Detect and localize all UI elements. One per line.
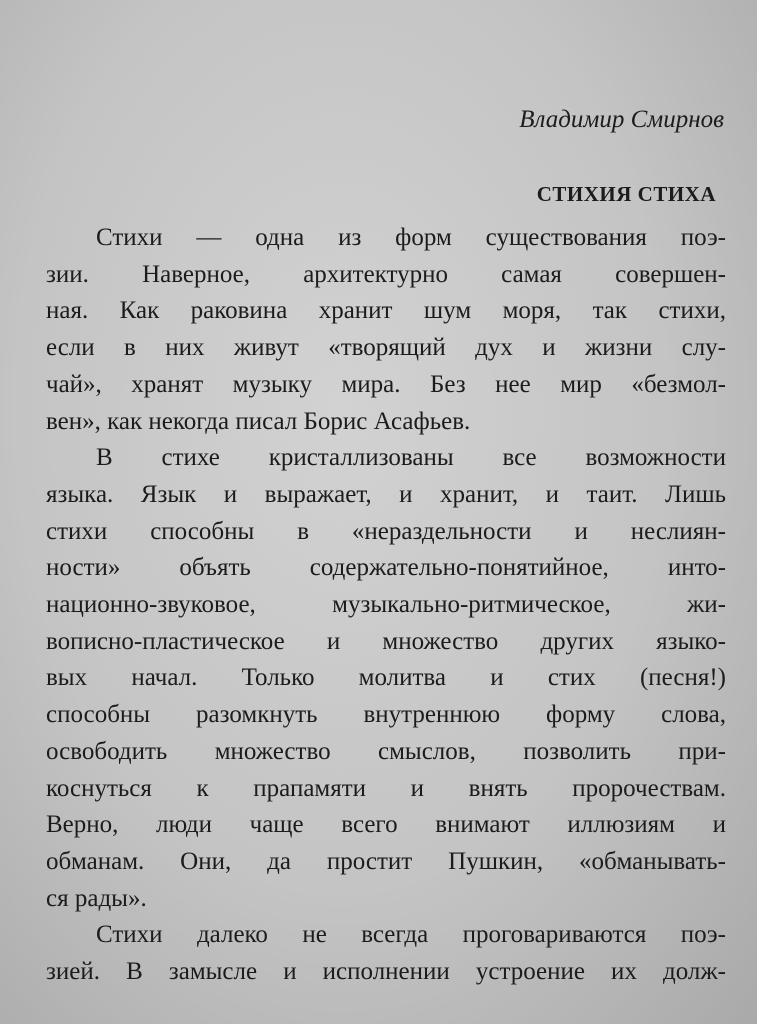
text-line: В стихе кристаллизованы все возможности xyxy=(96,444,726,472)
text-line: способны разомкнуть внутреннюю форму слова, xyxy=(46,701,726,729)
paragraph-1 xyxy=(46,220,726,440)
text-line: зией. В замысле и исполнении устроение их долж- xyxy=(46,958,726,986)
text-line: вен», как некогда писал Борис Асафьев. xyxy=(46,407,471,435)
text-line: обманам. Они, да простит Пушкин, «обманывать- xyxy=(46,847,726,875)
essay-title: СТИХИЯ СТИХА xyxy=(536,182,716,206)
text-line: Стихи — одна из форм существования поэ- xyxy=(96,224,726,251)
text-line: Верно, люди чаще всего внимают иллюзиям и xyxy=(46,811,726,839)
text-line: языка. Язык и выражает, и хранит, и таит. Лишь xyxy=(46,480,726,508)
text-line: ная. Как раковина хранит шум моря, так стихи, xyxy=(46,297,726,325)
text-line: национно-звуковое, музыкально-ритмическое, жи- xyxy=(46,591,726,619)
text-line: ности» объять содержательно-понятийное, инто- xyxy=(46,554,726,582)
text-line: вых начал. Только молитва и стих (песня!) xyxy=(46,664,726,692)
text-line: Стихи далеко не всегда проговариваются поэ- xyxy=(96,921,726,949)
text-line: ся рады». xyxy=(46,884,147,912)
text-line: стихи способны в «нераздельности и неслиян- xyxy=(46,517,726,545)
text-line: освободить множество смыслов, позволить при- xyxy=(46,737,726,765)
text-line: если в них живут «творящий дух и жизни слу- xyxy=(46,334,726,362)
text-line: чай», хранят музыку мира. Без нее мир «безмол- xyxy=(46,370,726,398)
text-line: коснуться к прапамяти и внять пророчествам. xyxy=(46,774,726,802)
text-line: вописно-пластическое и множество других языко- xyxy=(46,627,726,655)
text-line: зии. Наверное, архитектурно самая совершен- xyxy=(46,260,726,288)
paragraph-2 xyxy=(46,440,726,917)
author-name: Владимир Смирнов xyxy=(519,106,724,133)
paragraph-3 xyxy=(46,917,726,990)
text-block xyxy=(46,98,726,991)
